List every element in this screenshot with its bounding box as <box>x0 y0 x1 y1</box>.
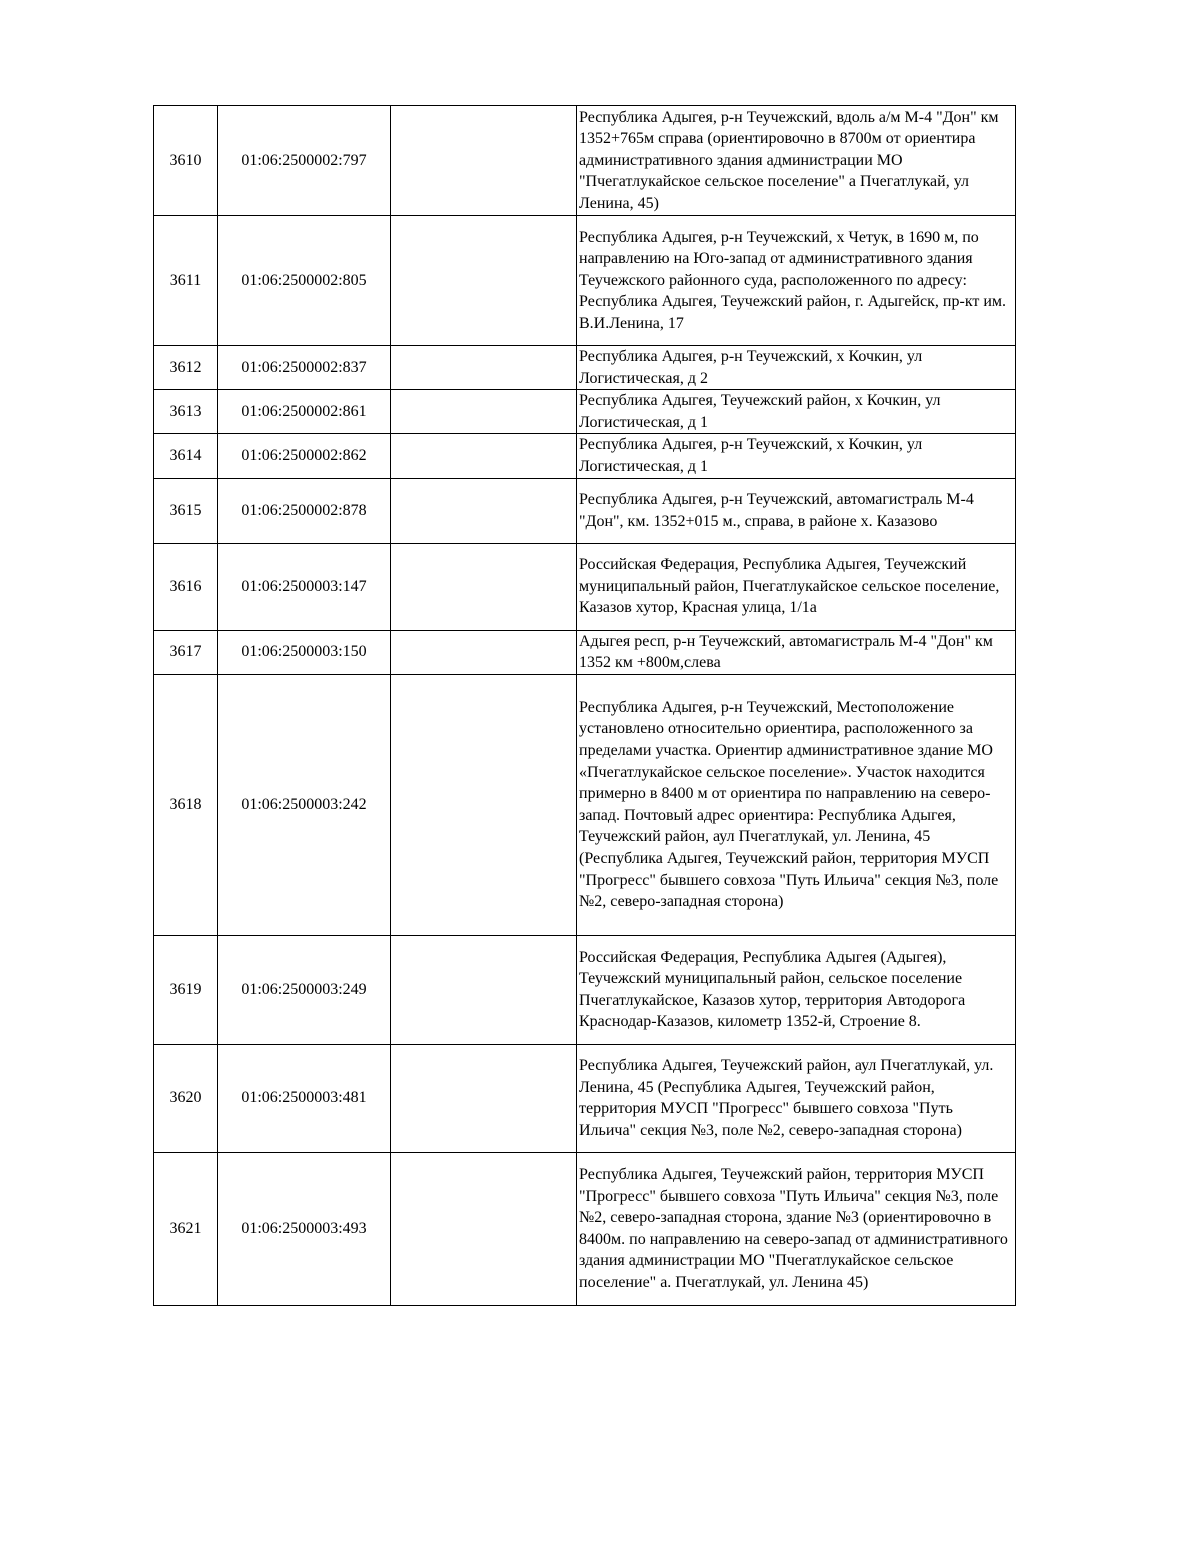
cadastral-number-cell: 01:06:2500002:837 <box>218 346 391 390</box>
cadastral-number-cell: 01:06:2500002:862 <box>218 434 391 478</box>
cadastral-number-cell: 01:06:2500003:249 <box>218 935 391 1044</box>
address-cell <box>577 935 1016 1044</box>
row-number-cell: 3611 <box>154 216 218 346</box>
cadastral-number-cell: 01:06:2500002:861 <box>218 390 391 434</box>
row-number-cell: 3612 <box>154 346 218 390</box>
address-cell <box>577 434 1016 478</box>
row-number-cell: 3613 <box>154 390 218 434</box>
address-cell <box>577 478 1016 543</box>
row-number-cell: 3615 <box>154 478 218 543</box>
empty-cell <box>391 543 577 630</box>
cadastral-number-cell: 01:06:2500003:493 <box>218 1152 391 1305</box>
address-cell <box>577 543 1016 630</box>
row-number-cell: 3614 <box>154 434 218 478</box>
cadastral-number-cell: 01:06:2500002:878 <box>218 478 391 543</box>
address-cell <box>577 630 1016 674</box>
table-row <box>154 106 1016 216</box>
table-row <box>154 390 1016 434</box>
table-row <box>154 478 1016 543</box>
table-row <box>154 434 1016 478</box>
address-cell <box>577 390 1016 434</box>
empty-cell <box>391 390 577 434</box>
address-cell <box>577 106 1016 216</box>
empty-cell <box>391 1044 577 1152</box>
cadastral-number-cell: 01:06:2500003:481 <box>218 1044 391 1152</box>
cadastral-number-cell: 01:06:2500003:150 <box>218 630 391 674</box>
row-number-cell: 3618 <box>154 674 218 935</box>
address-cell <box>577 216 1016 346</box>
empty-cell <box>391 434 577 478</box>
row-number-cell: 3610 <box>154 106 218 216</box>
row-number-cell: 3621 <box>154 1152 218 1305</box>
address-text: Республика Адыгея, р-н Теучежский, вдоль а/м М-4 "Дон" км 1352+765м справа (ориентировочно в 8700м от ориентира административного здания администрации МО "Пчегатлукайское сельское поселение" а Пчегатлукай, ул Ленина, 45) <box>579 108 999 212</box>
table-row <box>154 346 1016 390</box>
table-row <box>154 543 1016 630</box>
cadastral-number-cell: 01:06:2500003:147 <box>218 543 391 630</box>
address-cell <box>577 1044 1016 1152</box>
address-text: Республика Адыгея, Теучежский район, территория МУСП "Прогресс" бывшего совхоза "Путь Ильича" секция №3, поле №2, северо-западная сторона, здание №3 (ориентировочно в 8400м. по направлению на северо-запад от административного здания администрации МО "Пчегатлукайское сельское поселение" а. Пчегатлукай, ул. Ленина 45) <box>579 1165 1008 1291</box>
address-text: Российская Федерация, Республика Адыгея (Адыгея), Теучежский муниципальный район, сельское поселение Пчегатлукайское, Казазов хутор, территория Автодорога Краснодар-Казазов, километр 1352-й, Строение 8. <box>579 948 966 1031</box>
empty-cell <box>391 630 577 674</box>
cadastral-number-cell: 01:06:2500002:797 <box>218 106 391 216</box>
empty-cell <box>391 674 577 935</box>
table-row <box>154 630 1016 674</box>
land-plots-table <box>153 105 1016 1306</box>
empty-cell <box>391 1152 577 1305</box>
empty-cell <box>391 216 577 346</box>
address-text: Республика Адыгея, р-н Теучежский, х Кочкин, ул Логистическая, д 2 <box>579 348 923 387</box>
address-text: Российская Федерация, Республика Адыгея, Теучежский муниципальный район, Пчегатлукайское сельское поселение, Казазов хутор, Красная улица, 1/1а <box>579 556 1000 617</box>
row-number-cell: 3617 <box>154 630 218 674</box>
table-row <box>154 935 1016 1044</box>
address-text: Республика Адыгея, р-н Теучежский, х Четук, в 1690 м, по направлению на Юго-запад от административного здания Теучежского районного суда, расположенного по адресу: Республика Адыгея, Теучежский район, г. Адыгейск, пр-кт им. В.И.Ленина, 17 <box>579 228 1007 332</box>
cadastral-number-cell: 01:06:2500003:242 <box>218 674 391 935</box>
empty-cell <box>391 346 577 390</box>
table-row <box>154 1044 1016 1152</box>
cadastral-number-cell: 01:06:2500002:805 <box>218 216 391 346</box>
empty-cell <box>391 478 577 543</box>
row-number-cell: 3616 <box>154 543 218 630</box>
table-row <box>154 216 1016 346</box>
empty-cell <box>391 935 577 1044</box>
row-number-cell: 3620 <box>154 1044 218 1152</box>
address-text: Республика Адыгея, Теучежский район, х Кочкин, ул Логистическая, д 1 <box>579 392 941 431</box>
address-text: Республика Адыгея, р-н Теучежский, автомагистраль М-4 "Дон", км. 1352+015 м., справа, в районе х. Казазово <box>579 490 974 530</box>
address-text: Республика Адыгея, р-н Теучежский, х Кочкин, ул Логистическая, д 1 <box>579 436 923 475</box>
address-text: Республика Адыгея, Теучежский район, аул Пчегатлукай, ул. Ленина, 45 (Республика Адыгея, Теучежский район, территория МУСП "Прогресс" бывшего совхоза "Путь Ильича" секция №3, поле №2, северо-западная сторона) <box>579 1057 994 1139</box>
address-cell <box>577 674 1016 935</box>
table-row <box>154 1152 1016 1305</box>
address-cell <box>577 346 1016 390</box>
row-number-cell: 3619 <box>154 935 218 1044</box>
address-text: Республика Адыгея, р-н Теучежский, Местоположение установлено относительно ориентира, расположенного за пределами участка. Ориентир административное здание МО «Пчегатлукайское сельское поселение». Участок находится примерно в 8400 м от ориентира по направлению на северо-запад. Почтовый адрес ориентира: Республика Адыгея, Теучежский район, аул Пчегатлукай, ул. Ленина, 45 (Республика Адыгея, Теучежский район, территория МУСП "Прогресс" бывшего совхоза "Путь Ильича" секция №3, поле №2, северо-западная сторона) <box>579 698 999 911</box>
address-text: Адыгея респ, р-н Теучежский, автомагистраль М-4 "Дон" км 1352 км +800м,слева <box>579 632 993 672</box>
table-row <box>154 674 1016 935</box>
address-cell <box>577 1152 1016 1305</box>
empty-cell <box>391 106 577 216</box>
